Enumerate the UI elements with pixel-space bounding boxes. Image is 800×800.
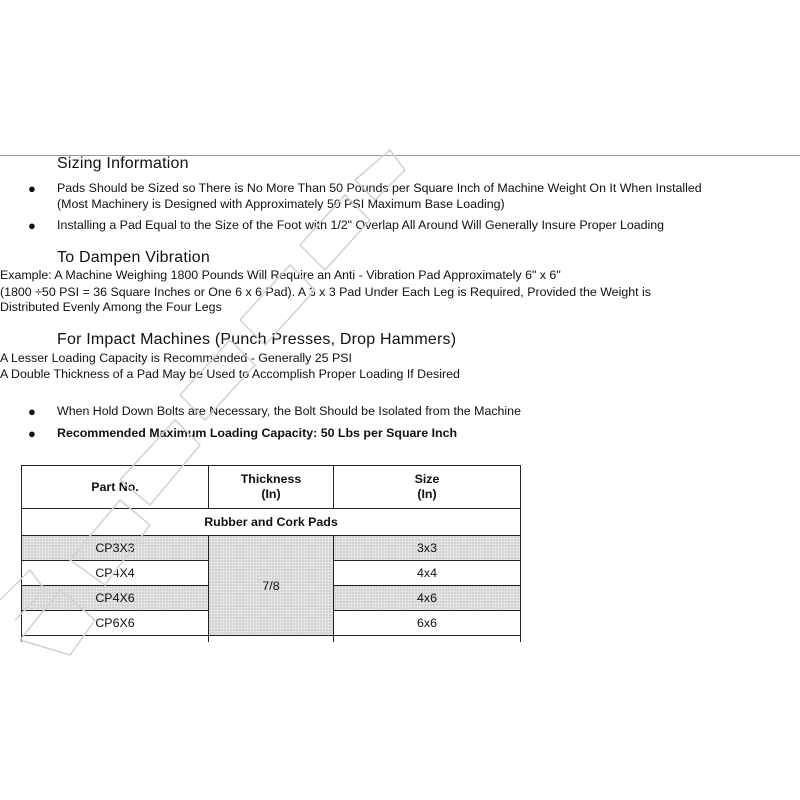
impact-heading: For Impact Machines (Punch Presses, Drop Hammers): [57, 331, 457, 348]
notes-bullet1: When Hold Down Bolts are Necessary, the Bolt Should be Isolated from the Machine: [57, 404, 521, 418]
dampen-heading: To Dampen Vibration: [57, 249, 210, 266]
section-rubber-cork: Rubber and Cork Pads: [22, 509, 521, 536]
table-blank-row: [22, 636, 521, 643]
header-thickness: Thickness (In): [209, 466, 334, 509]
bullet-icon: ●: [28, 426, 36, 441]
size-value: 4x4: [334, 561, 521, 586]
header-part-no: Part No.: [22, 466, 209, 509]
impact-line1: A Lesser Loading Capacity is Recommended - Generally 25 PSI: [0, 351, 352, 365]
table-row: [22, 536, 521, 561]
sizing-bullet2: Installing a Pad Equal to the Size of the Foot with 1/2" Overlap All Around Will Generally Insure Proper Loading: [57, 218, 665, 232]
bullet-icon: ●: [28, 181, 36, 196]
sizing-bullet1-line1: Pads Should be Sized so There is No More Than 50 Pounds per Square Inch of Machine Weight On It When Installed: [57, 181, 702, 195]
thickness-value: 7/8: [209, 536, 334, 636]
part-number: CP4X4: [22, 561, 209, 586]
sizing-heading: Sizing Information: [57, 155, 189, 172]
table-section-row: [22, 509, 521, 536]
size-value: 3x3: [334, 536, 521, 561]
header-size: Size (In): [334, 466, 521, 509]
notes-bullet2: Recommended Maximum Loading Capacity: 50 Lbs per Square Inch: [57, 426, 458, 440]
sizing-bullet1-line2: (Most Machinery is Designed with Approximately 50 PSI Maximum Base Loading): [57, 197, 505, 211]
bullet-icon: ●: [28, 404, 36, 419]
dampen-line1: Example: A Machine Weighing 1800 Pounds Will Require an Anti - Vibration Pad Approximately 6" x 6": [0, 268, 561, 282]
part-number: CP4X6: [22, 586, 209, 611]
size-value: 6x6: [334, 611, 521, 636]
parts-table: [21, 465, 521, 642]
dampen-line2: (1800 ÷50 PSI = 36 Square Inches or One 6 x 6 Pad). A 3 x 3 Pad Under Each Leg is Required, Provided the Weight is: [0, 285, 651, 299]
part-number: CP6X6: [22, 611, 209, 636]
impact-line2: A Double Thickness of a Pad May be Used to Accomplish Proper Loading If Desired: [0, 367, 460, 381]
dampen-line3: Distributed Evenly Among the Four Legs: [0, 300, 222, 314]
bullet-icon: ●: [28, 218, 36, 233]
size-value: 4x6: [334, 586, 521, 611]
part-number: CP3X3: [22, 536, 209, 561]
table-header-row: [22, 466, 521, 509]
